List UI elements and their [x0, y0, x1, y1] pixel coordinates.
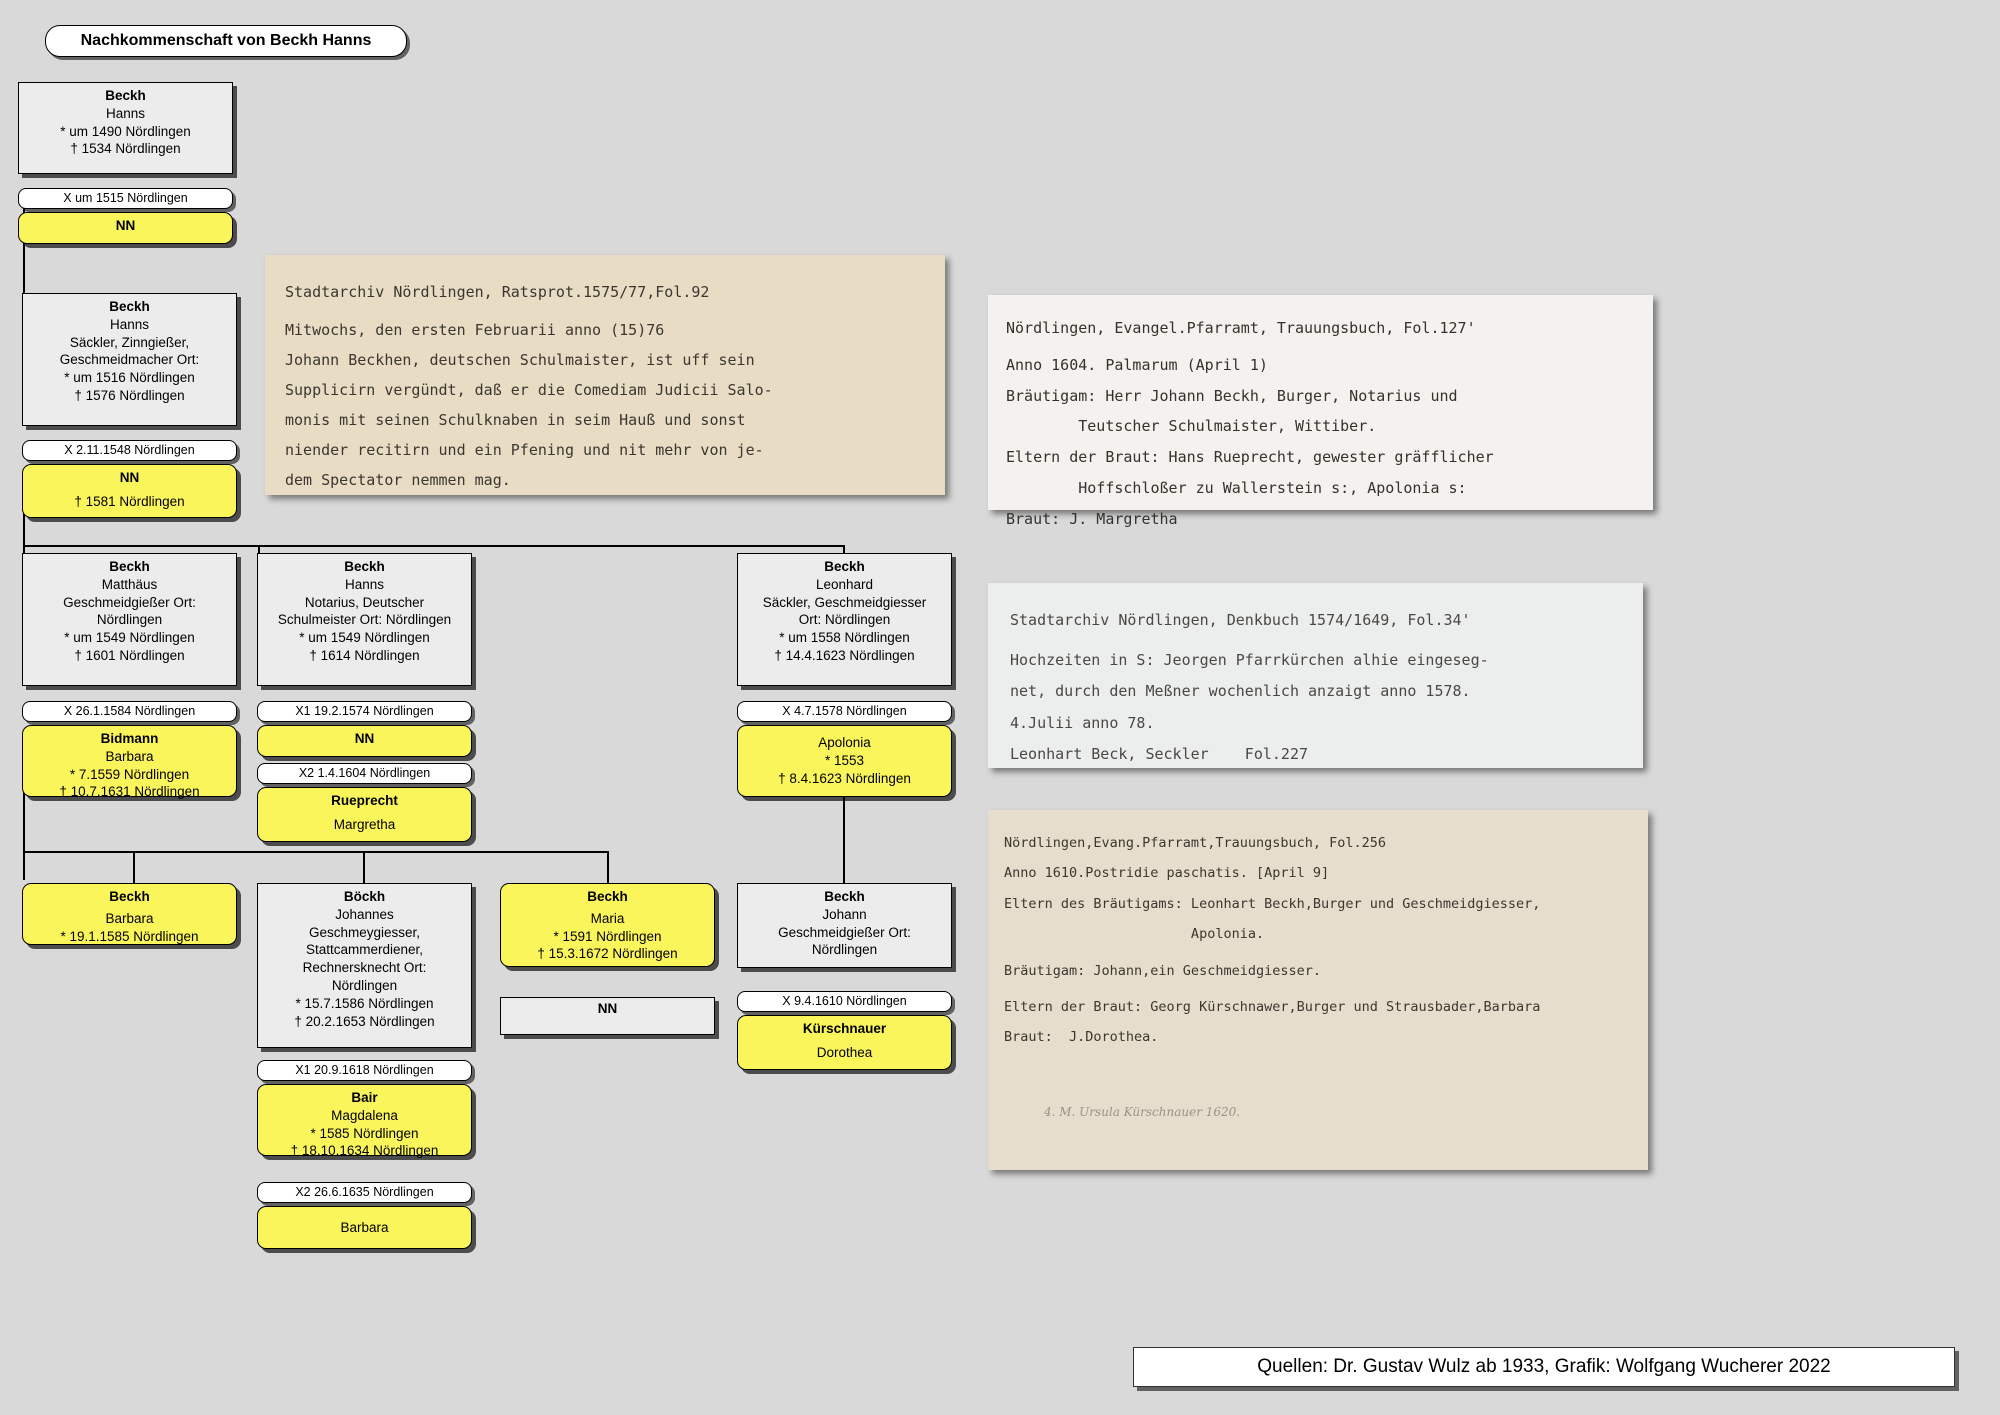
person-birth: * um 1490 Nördlingen [60, 123, 191, 139]
person-death: † 1576 Nördlingen [74, 388, 185, 404]
doc-line: Eltern des Bräutigams: Leonhart Beckh,Burger und Geschmeidgiesser, [1004, 895, 1541, 912]
doc-line: Braut: J. Margretha [1006, 509, 1178, 528]
person-surname: Beckh [109, 299, 150, 314]
person-surname: Beckh [824, 889, 865, 904]
doc-line: Teutscher Schulmaister, Wittiber. [1006, 417, 1377, 436]
marriage-bar-2: X 2.11.1548 Nördlingen [22, 440, 237, 461]
marriage-bar-7b: X2 26.6.1635 Nördlingen [257, 1182, 472, 1203]
doc-line: Leonhart Beck, Seckler Fol.227 [1010, 745, 1309, 763]
doc-line: Nördlingen,Evang.Pfarramt,Trauungsbuch, Fol.256 [1004, 835, 1387, 851]
person-surname: NN [119, 470, 140, 485]
connector [133, 851, 135, 883]
person-birth: * 1553 [824, 752, 865, 768]
person-surname: Rueprecht [331, 793, 398, 808]
person-box-beckh-johann [737, 883, 952, 968]
person-given: Hanns [105, 105, 146, 121]
person-birth: * 15.7.1586 Nördlingen [295, 995, 434, 1011]
doc-line: 4.Julii anno 78. [1010, 713, 1155, 732]
person-surname: NN [354, 731, 375, 746]
person-occupation-1: Säckler, Geschmeidgiesser [762, 594, 927, 610]
person-given: Dorothea [816, 1044, 873, 1060]
person-given: Apolonia [818, 735, 871, 750]
person-birth: * um 1549 Nördlingen [299, 630, 430, 646]
person-death: † 10.7.1631 Nördlingen [59, 784, 200, 800]
doc-line: Supplicirn vergündt, daß er die Comediam Judicii Salo- [285, 381, 773, 399]
person-occupation-2: Geschmeidmacher Ort: [59, 352, 200, 368]
marriage-bar-4a: X1 19.2.1574 Nördlingen [257, 701, 472, 722]
source-credit: Quellen: Dr. Gustav Wulz ab 1933, Grafik: Wolfgang Wucherer 2022 [1133, 1347, 1955, 1387]
person-death: † 1601 Nördlingen [74, 648, 185, 664]
person-occupation-2: Schulmeister Ort: Nördlingen [277, 612, 452, 628]
person-surname: Beckh [109, 559, 150, 574]
person-occupation-2: Nördlingen [96, 612, 163, 628]
connector [363, 851, 365, 883]
person-death: † 20.2.1653 Nördlingen [294, 1013, 435, 1029]
person-death: † 15.3.1672 Nördlingen [537, 946, 678, 962]
person-occupation-3: Rechnersknecht Ort: [302, 960, 427, 976]
person-given: Hanns [344, 576, 385, 592]
person-given: Maria [590, 910, 625, 926]
person-surname: Beckh [587, 889, 628, 904]
doc-line: Nördlingen, Evangel.Pfarramt, Trauungsbuch, Fol.127' [1006, 319, 1476, 337]
person-surname: Bair [351, 1090, 378, 1105]
person-death: † 1614 Nördlingen [309, 648, 420, 664]
doc-line: Eltern der Braut: Georg Kürschnawer,Burger und Strausbader,Barbara [1004, 998, 1541, 1015]
doc-line: Eltern der Braut: Hans Rueprecht, gewester gräfflicher [1006, 448, 1494, 466]
person-occupation-1: Säckler, Zinngießer, [69, 334, 190, 350]
person-box-kuerschnauer-dorothea [737, 1015, 952, 1070]
person-given: Hanns [109, 316, 150, 332]
document-trauungsbuch-fol127 [988, 295, 1653, 528]
person-box-apolonia [737, 725, 952, 797]
marriage-bar-9: X 9.4.1610 Nördlingen [737, 991, 952, 1012]
person-given: Magdalena [331, 1107, 398, 1123]
person-given: Matthäus [101, 576, 158, 592]
person-birth: * um 1516 Nördlingen [64, 370, 195, 386]
person-birth: * 19.1.1585 Nördlingen [60, 928, 199, 944]
person-occupation-1: Geschmeidgießer Ort: [63, 594, 196, 610]
document-denkbuch-fol34 [988, 583, 1643, 768]
doc-line: Stadtarchiv Nördlingen, Ratsprot.1575/77,Fol.92 [285, 283, 710, 301]
doc-line: Mitwochs, den ersten Februarii anno (15)76 [285, 321, 665, 339]
person-box-beckh-hanns-2 [22, 293, 237, 426]
marriage-bar-4b: X2 1.4.1604 Nördlingen [257, 763, 472, 784]
person-box-beckh-matthaeus [22, 553, 237, 686]
person-birth: * 1585 Nördlingen [310, 1125, 419, 1141]
person-occupation-1: Geschmeidgießer Ort: [778, 924, 911, 940]
person-box-beckh-hanns-notarius [257, 553, 472, 686]
person-box-beckh-hanns-1 [18, 82, 233, 174]
doc-line: Johann Beckhen, deutschen Schulmaister, ist uff sein [285, 351, 755, 369]
person-given: Margretha [333, 816, 396, 832]
person-death: † 8.4.1623 Nördlingen [778, 770, 911, 786]
person-surname: Beckh [344, 559, 385, 574]
doc-line: Stadtarchiv Nördlingen, Denkbuch 1574/1649, Fol.34' [1010, 611, 1471, 629]
person-death: † 18.10.1634 Nördlingen [290, 1143, 439, 1159]
person-box-rueprecht-margretha [257, 787, 472, 842]
person-box-bidmann-barbara [22, 725, 237, 800]
person-given: Leonhard [815, 576, 874, 592]
person-given: Barbara [105, 748, 154, 764]
person-occupation-2: Ort: Nördlingen [798, 612, 891, 628]
person-given: Barbara [105, 910, 154, 926]
person-death: † 1534 Nördlingen [70, 141, 181, 157]
person-surname: Kürschnauer [802, 1021, 887, 1036]
connector [843, 790, 845, 883]
doc-line: dem Spectator nemmen mag. [285, 471, 511, 489]
person-surname: Beckh [105, 88, 146, 103]
person-box-nn-2 [22, 464, 237, 518]
person-box-barbara-2 [257, 1206, 472, 1249]
doc-line: niender recitirn und ein Pfening und nit mehr von je- [285, 441, 764, 459]
person-given: Barbara [340, 1220, 389, 1235]
doc-line: Anno 1610.Postridie paschatis. [April 9] [1004, 865, 1330, 882]
person-surname: Beckh [824, 559, 865, 574]
person-given: Johann [822, 906, 867, 922]
doc-line: Anno 1604. Palmarum (April 1) [1006, 355, 1268, 374]
person-death: † 1581 Nördlingen [74, 493, 185, 509]
person-surname: NN [597, 1001, 618, 1016]
marriage-bar-1: X um 1515 Nördlingen [18, 188, 233, 209]
person-box-nn-3 [257, 725, 472, 757]
person-surname: Beckh [109, 889, 150, 904]
connector [607, 851, 609, 883]
person-surname: Bidmann [100, 731, 159, 746]
person-box-bair-magdalena [257, 1084, 472, 1159]
person-occupation-2: Nördlingen [811, 942, 878, 958]
doc-line: monis mit seinen Schulknaben in seim Hauß und sonst [285, 411, 746, 429]
person-box-beckh-barbara [22, 883, 237, 945]
marriage-bar-5: X 4.7.1578 Nördlingen [737, 701, 952, 722]
doc-line: net, durch den Meßner wochenlich anzaigt anno 1578. [1010, 682, 1471, 700]
person-box-beckh-leonhard [737, 553, 952, 686]
person-surname: NN [115, 218, 136, 233]
document-trauungsbuch-fol256 [988, 810, 1648, 1170]
doc-line: Bräutigam: Herr Johann Beckh, Burger, Notarius und [1006, 386, 1458, 405]
doc-handwriting-note: 4. M. Ursula Kürschnauer 1620. [1044, 1104, 1241, 1119]
doc-line: Apolonia. [1004, 926, 1265, 943]
connector [23, 790, 25, 880]
person-occupation-4: Nördlingen [331, 978, 398, 994]
person-box-nn-4 [500, 997, 715, 1035]
person-occupation-2: Stattcammerdiener, [305, 942, 424, 958]
doc-line: Bräutigam: Johann,ein Geschmeidgiesser. [1004, 962, 1321, 979]
person-box-nn-1 [18, 212, 233, 244]
doc-line: Braut: J.Dorothea. [1004, 1029, 1159, 1046]
doc-line: Hoffschloßer zu Wallerstein s:, Apolonia s: [1006, 478, 1467, 497]
marriage-bar-7a: X1 20.9.1618 Nördlingen [257, 1060, 472, 1081]
marriage-bar-3: X 26.1.1584 Nördlingen [22, 701, 237, 722]
page-title: Nachkommenschaft von Beckh Hanns [45, 25, 407, 57]
person-occupation-1: Geschmeygiesser, [308, 924, 421, 940]
person-box-boeckh-johannes [257, 883, 472, 1048]
person-box-beckh-maria [500, 883, 715, 967]
connector [23, 851, 607, 853]
person-birth: * um 1558 Nördlingen [779, 630, 910, 646]
person-birth: * 1591 Nördlingen [553, 928, 662, 944]
doc-line: Hochzeiten in S: Jeorgen Pfarrkürchen alhie eingeseg- [1010, 650, 1489, 669]
person-occupation-1: Notarius, Deutscher [304, 594, 425, 610]
document-ratsprotokoll-1576 [265, 255, 945, 495]
person-birth: * 7.1559 Nördlingen [69, 766, 190, 782]
connector [23, 545, 843, 547]
person-death: † 14.4.1623 Nördlingen [774, 648, 915, 664]
person-surname: Böckh [343, 889, 386, 904]
person-given: Johannes [335, 906, 394, 922]
person-birth: * um 1549 Nördlingen [64, 630, 195, 646]
